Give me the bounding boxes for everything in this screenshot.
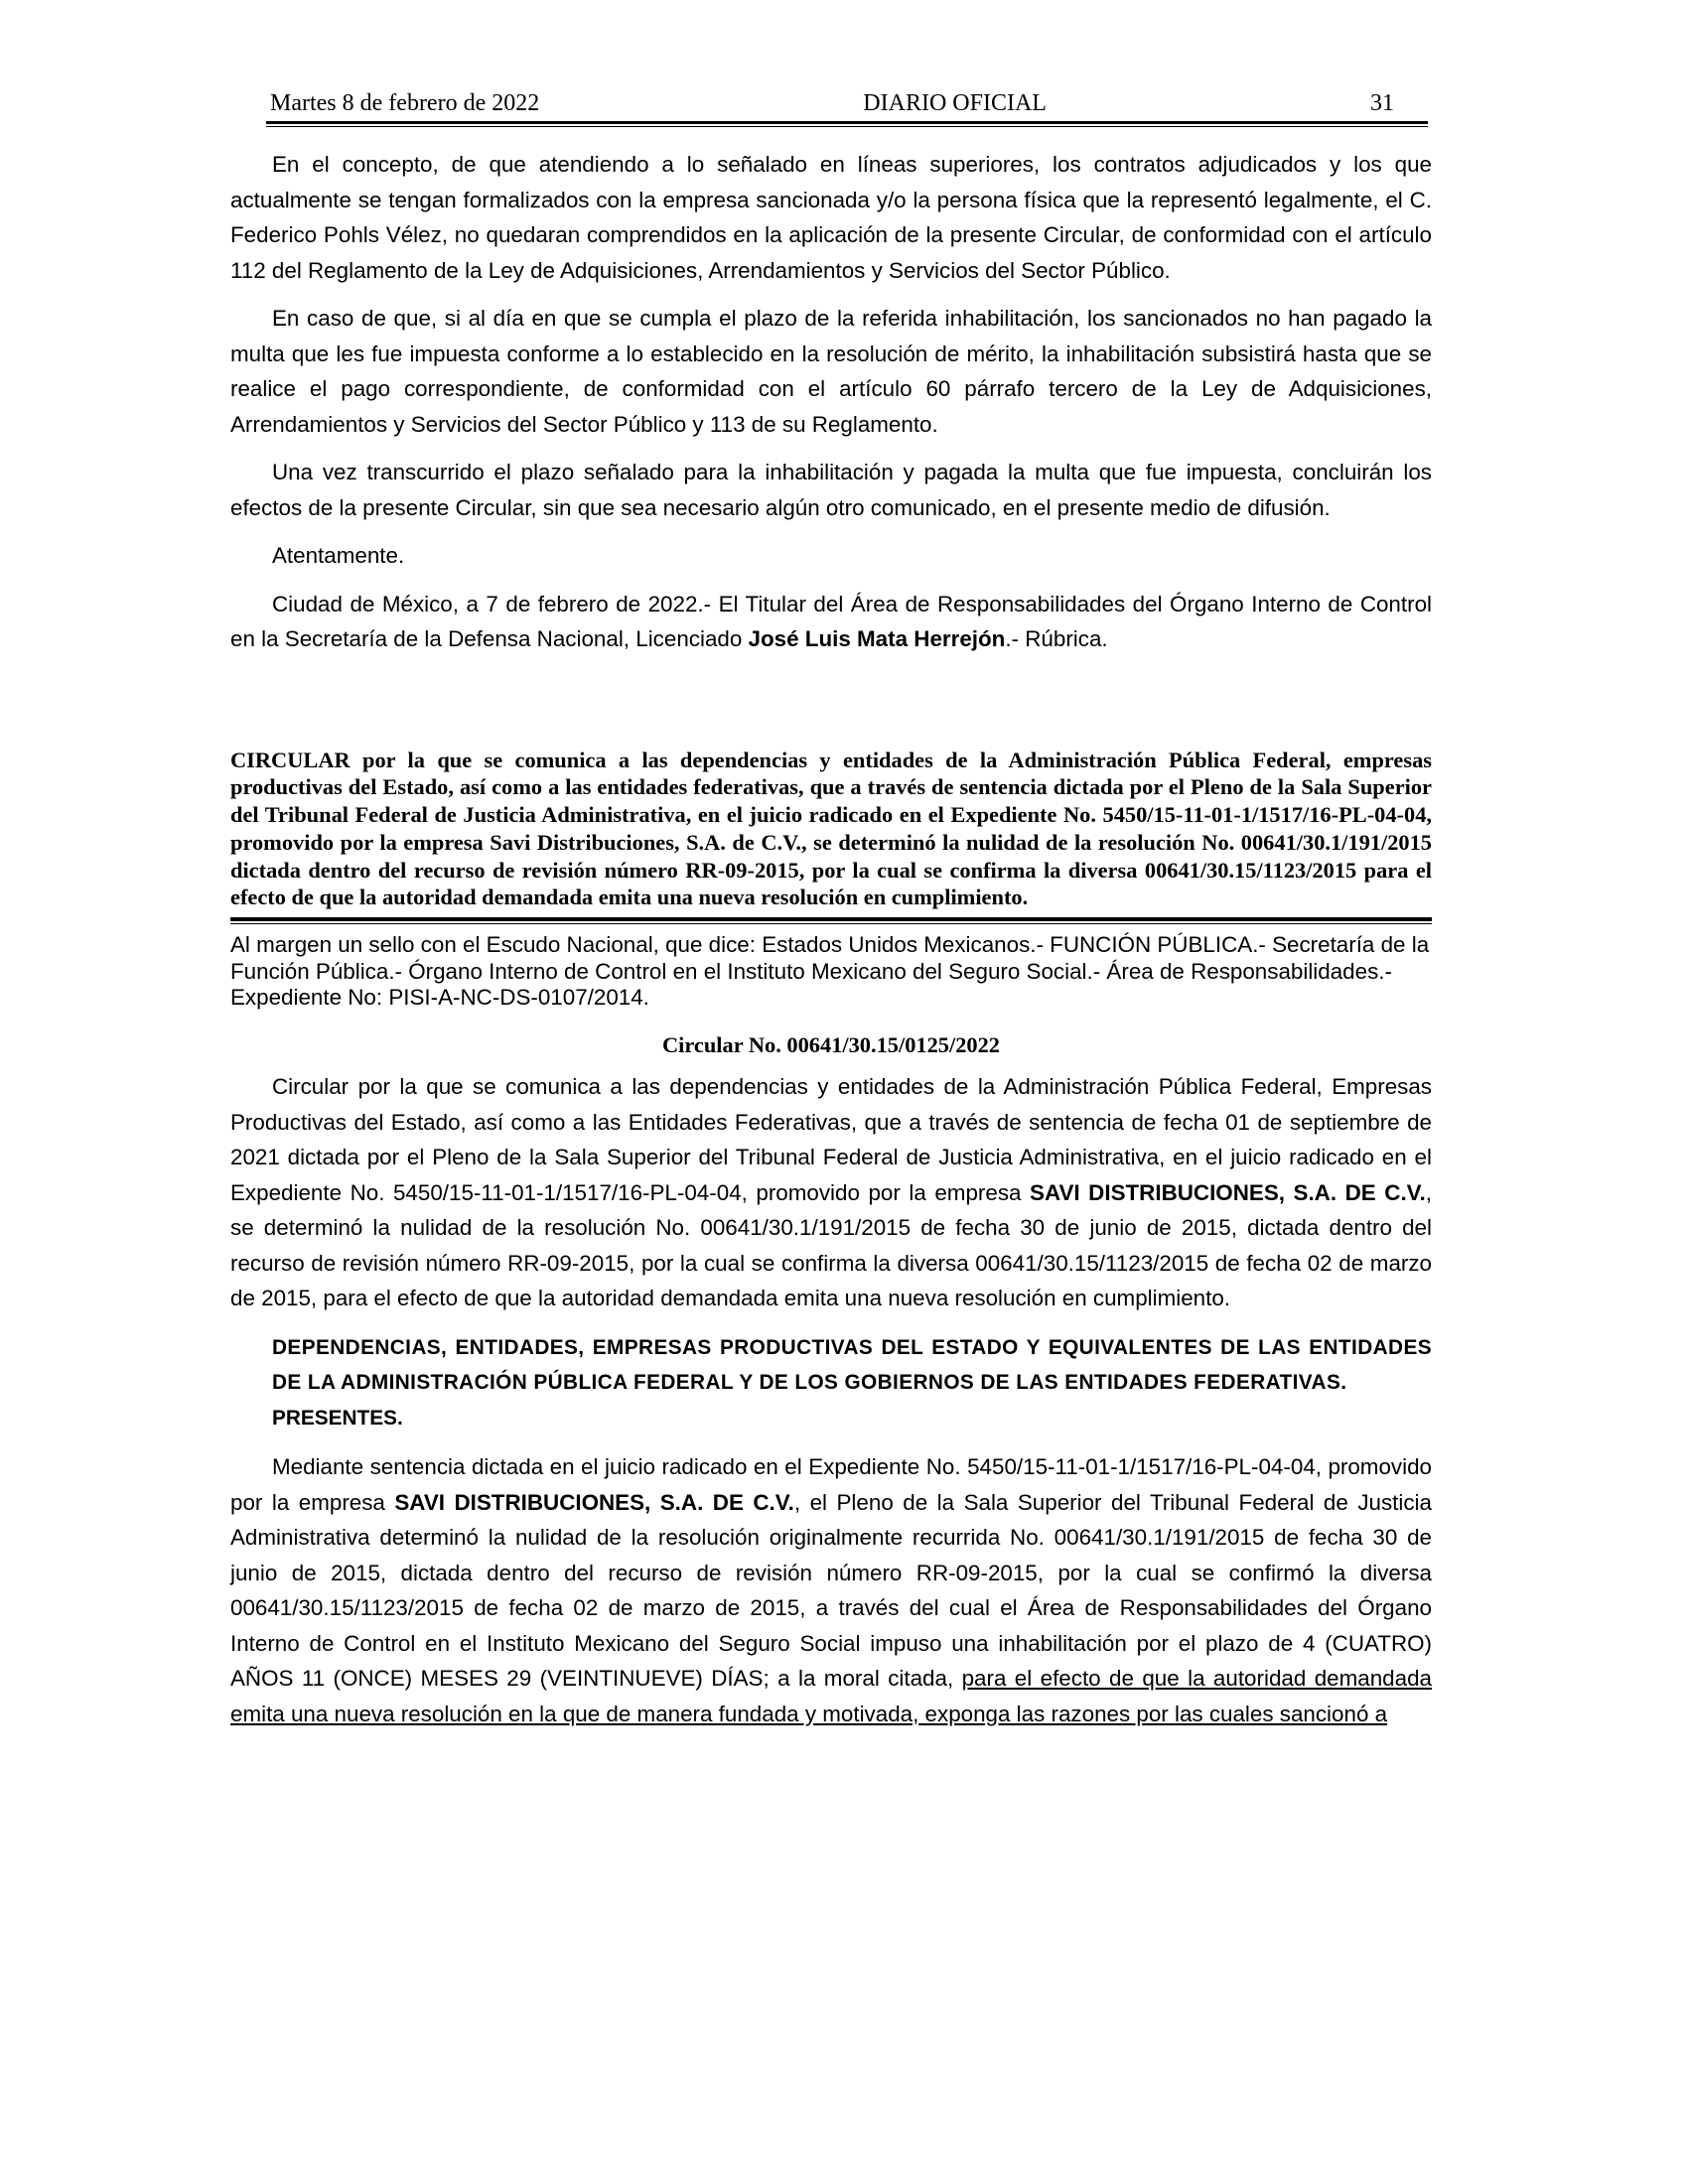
- paragraph: En el concepto, de que atendiendo a lo señalado en líneas superiores, los contratos adjudicados y los que actualmente se tengan formalizados con la empresa sancionada y/o la persona física que la representó legalmente, el C. Federico Pohls Vélez, no quedaran comprendidos en la aplicación de la presente Circular, de conformidad con el artículo 112 del Reglamento de la Ley de Adquisiciones, Arrendamientos y Servicios del Sector Público.: [230, 152, 1432, 283]
- underlined-text: para el efecto de que la autoridad demandada emita una nueva resolución en la que de manera fundada y motivada, exponga las razones por las cuales sancionó a: [230, 1666, 1432, 1726]
- header-page-number: 31: [1369, 90, 1394, 116]
- paragraph: Una vez transcurrido el plazo señalado para la inhabilitación y pagada la multa que fue impuesta, concluirán los efectos de la presente Circular, sin que sea necesario algún otro comunicado, en el presente medio de difusión.: [230, 460, 1432, 520]
- margin-note: Al margen un sello con el Escudo Nacional, que dice: Estados Unidos Mexicanos.- FUNCIÓN PÚBLICA.- Secretaría de la Función Pública.- Órgano Interno de Control en el Instituto Mexicano del Seguro Social.- Área de Responsabilidades.- Expediente No: PISI-A-NC-DS-0107/2014.: [230, 932, 1430, 1011]
- page-header: [230, 89, 1432, 117]
- header-date: Martes 8 de febrero de 2022: [270, 90, 540, 116]
- company-name: SAVI DISTRIBUCIONES, S.A. DE C.V.: [394, 1489, 794, 1515]
- header-rule: [266, 121, 1428, 127]
- company-name: SAVI DISTRIBUCIONES, S.A. DE C.V.: [1030, 1179, 1426, 1205]
- circular-body: [230, 1449, 1432, 1731]
- body-text-middle: , el Pleno de la Sala Superior del Tribunal Federal de Justicia Administrativa determinó la nulidad de la resolución originalmente recurrida No. 00641/30.1/191/2015 de fecha 30 de junio de 2015, dictada dentro del recurso de revisión número RR-09-2015, por la cual se confirmó la diversa 00641/30.15/1123/2015 de fecha 02 de marzo de 2015, a través del cual el Área de Responsabilidades del Órgano Interno de Control en el Instituto Mexicano del Seguro Social impuso una inhabilitación por el plazo de 4 (CUATRO) AÑOS 11 (ONCE) MESES 29 (VEINTINUEVE) DÍAS; a la moral citada,: [230, 1489, 1432, 1692]
- title-rule: [230, 917, 1432, 924]
- intro-text: Circular por la que se comunica a las dependencias y entidades de la Administración Pública Federal, Empresas Productivas del Estado, así como a las Entidades Federativas, que a través de sentencia de fecha 01 de septiembre de 2021 dictada por el Pleno de la Sala Superior del Tribunal Federal de Justicia Administrativa, en el juicio radicado en el Expediente No. 5450/15-11-01-1/1517/16-PL-04-04, promovido por la empresa: [230, 1074, 1432, 1205]
- circular-title: CIRCULAR por la que se comunica a las dependencias y entidades de la Administración Pública Federal, empresas productivas del Estado, así como a las entidades federativas, que a través de sentencia dictada por el Pleno de la Sala Superior del Tribunal Federal de Justicia Administrativa, en el juicio radicado en el Expediente No. 5450/15-11-01-1/1517/16-PL-04-04, promovido por la empresa Savi Distribuciones, S.A. de C.V., se determinó la nulidad de la resolución No. 00641/30.1/191/2015 dictada dentro del recurso de revisión número RR-09-2015, por la cual se confirma la diversa 00641/30.15/1123/2015 para el efecto de que la autoridad demandada emita una nueva resolución en cumplimiento.: [230, 747, 1432, 910]
- signature-suffix: .- Rúbrica.: [1005, 626, 1108, 651]
- addressee-block: DEPENDENCIAS, ENTIDADES, EMPRESAS PRODUCTIVAS DEL ESTADO Y EQUIVALENTES DE LAS ENTIDADES DE LA ADMINISTRACIÓN PÚBLICA FEDERAL Y DE LOS GOBIERNOS DE LAS ENTIDADES FEDERATIVAS.: [272, 1335, 1432, 1395]
- document-page: [230, 89, 1432, 1731]
- presentes-line: PRESENTES.: [272, 1406, 403, 1430]
- signer-name: José Luis Mata Herrejón: [748, 626, 1006, 651]
- circular-intro: [230, 1069, 1432, 1316]
- paragraph: En caso de que, si al día en que se cumpla el plazo de la referida inhabilitación, los sancionados no han pagado la multa que les fue impuesta conforme a lo establecido en la resolución de mérito, la inhabilitación subsistirá hasta que se realice el pago correspondiente, de conformidad con el artículo 60 párrafo tercero de la Ley de Adquisiciones, Arrendamientos y Servicios del Sector Público y 113 de su Reglamento.: [230, 306, 1432, 437]
- closing-salutation: Atentamente.: [272, 543, 405, 568]
- body-text: Mediante sentencia dictada en el juicio radicado en el Expediente No. 5450/15-11-01-1/1517/16-PL-04-04, promovido por la empresa: [230, 1454, 1432, 1515]
- intro-text-end: , se determinó la nulidad de la resolución No. 00641/30.1/191/2015 de fecha 30 de junio de 2015, dictada dentro del recurso de revisión número RR-09-2015, por la cual se confirma la diversa 00641/30.15/1123/2015 de fecha 02 de marzo de 2015, para el efecto de que la autoridad demandada emita una nueva resolución en cumplimiento.: [230, 1179, 1432, 1311]
- circular-number: Circular No. 00641/30.15/0125/2022: [661, 1032, 1000, 1058]
- header-publication: DIARIO OFICIAL: [863, 90, 1047, 116]
- signature-text: Ciudad de México, a 7 de febrero de 2022.- El Titular del Área de Responsabilidades del Órgano Interno de Control en la Secretaría de la Defensa Nacional, Licenciado: [230, 591, 1432, 651]
- signature-paragraph: [230, 587, 1432, 657]
